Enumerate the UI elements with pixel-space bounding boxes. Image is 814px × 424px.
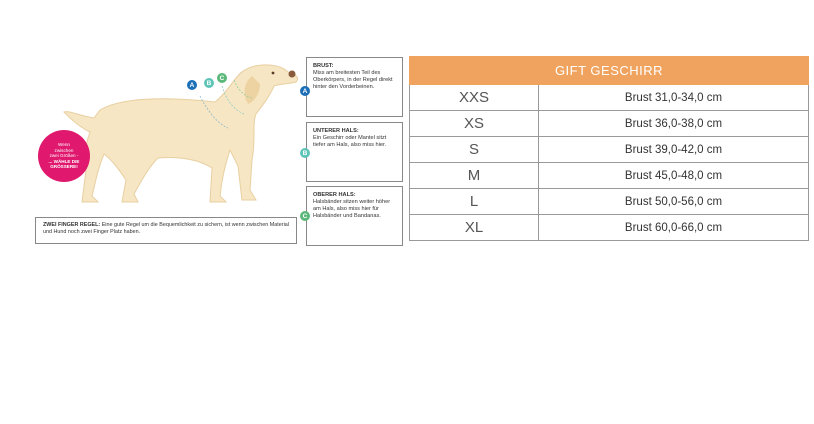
marker-b-icon: B xyxy=(204,78,214,88)
measure-cell: Brust 39,0-42,0 cm xyxy=(539,137,809,163)
size-tip-badge: Wenn zwischen zwei Größen - ... WÄHLE DIE GRÖSSERE! xyxy=(38,130,90,182)
table-header: GIFT GESCHIRR xyxy=(410,57,809,85)
marker-c-icon: C xyxy=(300,211,310,221)
table-row xyxy=(410,85,809,111)
marker-c-icon: C xyxy=(217,73,227,83)
size-cell: S xyxy=(410,137,539,163)
size-cell: XS xyxy=(410,111,539,137)
table-row xyxy=(410,163,809,189)
measure-cell: Brust 36,0-38,0 cm xyxy=(539,111,809,137)
measure-lower-neck: UNTERER HALS: Ein Geschirr oder Mantel sitzt tiefer am Hals, also miss hier. B xyxy=(306,122,403,182)
marker-a-icon: A xyxy=(187,80,197,90)
size-table xyxy=(409,56,809,241)
two-finger-rule-text: Eine gute Regel um die Bequemlichkeit zu sichern, ist wenn zwischen Material und Hund noch zwei Finger Platz haben. xyxy=(43,222,289,235)
measure-upper-neck: OBERER HALS: Halsbänder sitzen weiter höher am Hals, also miss hier für Halsbänder und Bandanas. C xyxy=(306,186,403,246)
marker-b-icon: B xyxy=(300,148,310,158)
marker-a-icon: A xyxy=(300,86,310,96)
measure-cell: Brust 31,0-34,0 cm xyxy=(539,85,809,111)
table-header-row xyxy=(410,57,809,85)
size-cell: XL xyxy=(410,215,539,241)
size-cell: L xyxy=(410,189,539,215)
dog-nose xyxy=(289,71,296,78)
measure-cell: Brust 60,0-66,0 cm xyxy=(539,215,809,241)
size-cell: XXS xyxy=(410,85,539,111)
two-finger-rule xyxy=(35,217,297,244)
table-row xyxy=(410,215,809,241)
size-cell: M xyxy=(410,163,539,189)
dog-body xyxy=(64,65,298,202)
table-row xyxy=(410,111,809,137)
measure-cell: Brust 45,0-48,0 cm xyxy=(539,163,809,189)
table-row xyxy=(410,137,809,163)
table-row xyxy=(410,189,809,215)
measure-cell: Brust 50,0-56,0 cm xyxy=(539,189,809,215)
dog-eye xyxy=(272,72,275,75)
measure-chest: BRUST: Miss am breitesten Teil des Oberkörpers, in der Regel direkt hinter den Vorderbeinen. A xyxy=(306,57,403,117)
two-finger-rule-title: ZWEI FINGER REGEL: xyxy=(43,222,101,228)
